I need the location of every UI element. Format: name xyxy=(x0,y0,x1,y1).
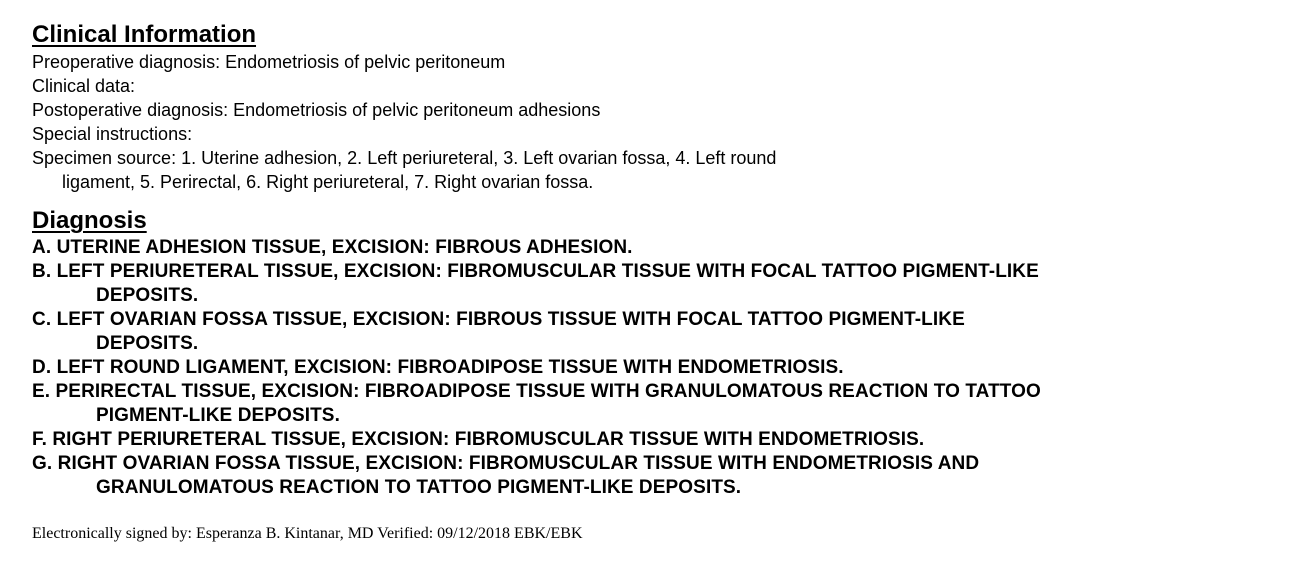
postoperative-diagnosis: Postoperative diagnosis: Endometriosis of pelvic peritoneum adhesions xyxy=(32,100,601,120)
diagnosis-section xyxy=(32,206,1272,500)
diagnosis-item-b xyxy=(32,260,1272,308)
diagnosis-item-g xyxy=(32,452,1272,500)
pathology-report xyxy=(32,20,1272,544)
diagnosis-item-text: B. LEFT PERIURETERAL TISSUE, EXCISION: FIBROMUSCULAR TISSUE WITH FOCAL TATTOO PIGMENT-LIKE xyxy=(32,261,1039,282)
clinical-information-heading: Clinical Information xyxy=(32,21,257,48)
special-instructions: Special instructions: xyxy=(32,124,193,144)
diagnosis-item-text: C. LEFT OVARIAN FOSSA TISSUE, EXCISION: FIBROUS TISSUE WITH FOCAL TATTOO PIGMENT-LIKE xyxy=(32,309,965,330)
clinical-data: Clinical data: xyxy=(32,76,136,96)
diagnosis-item-f xyxy=(32,428,1272,452)
diagnosis-item-continuation: DEPOSITS. xyxy=(96,333,199,354)
preoperative-diagnosis: Preoperative diagnosis: Endometriosis of pelvic peritoneum xyxy=(32,52,506,72)
diagnosis-item-c xyxy=(32,308,1272,356)
specimen-source: Specimen source: 1. Uterine adhesion, 2. Left periureteral, 3. Left ovarian fossa, 4. Left round xyxy=(32,148,777,168)
diagnosis-item-text: E. PERIRECTAL TISSUE, EXCISION: FIBROADIPOSE TISSUE WITH GRANULOMATOUS REACTION TO TATTOO xyxy=(32,381,1041,402)
diagnosis-item-continuation: PIGMENT-LIKE DEPOSITS. xyxy=(96,405,340,426)
clinical-information-section xyxy=(32,20,1272,194)
diagnosis-heading: Diagnosis xyxy=(32,207,147,234)
diagnosis-item-a xyxy=(32,236,1272,260)
diagnosis-item-continuation: GRANULOMATOUS REACTION TO TATTOO PIGMENT-LIKE DEPOSITS. xyxy=(96,477,742,498)
diagnosis-item-text: G. RIGHT OVARIAN FOSSA TISSUE, EXCISION: FIBROMUSCULAR TISSUE WITH ENDOMETRIOSIS AND xyxy=(32,453,980,474)
diagnosis-item-text: A. UTERINE ADHESION TISSUE, EXCISION: FIBROUS ADHESION. xyxy=(32,237,633,258)
diagnosis-item-e xyxy=(32,380,1272,428)
diagnosis-item-d xyxy=(32,356,1272,380)
diagnosis-item-continuation: DEPOSITS. xyxy=(96,285,199,306)
diagnosis-item-text: F. RIGHT PERIURETERAL TISSUE, EXCISION: FIBROMUSCULAR TISSUE WITH ENDOMETRIOSIS. xyxy=(32,429,925,450)
electronic-signature: Electronically signed by: Esperanza B. Kintanar, MD Verified: 09/12/2018 EBK/EBK xyxy=(32,525,583,542)
section-spacer xyxy=(32,194,1272,206)
diagnosis-item-text: D. LEFT ROUND LIGAMENT, EXCISION: FIBROADIPOSE TISSUE WITH ENDOMETRIOSIS. xyxy=(32,357,844,378)
specimen-source-continued: ligament, 5. Perirectal, 6. Right periureteral, 7. Right ovarian fossa. xyxy=(62,172,594,192)
